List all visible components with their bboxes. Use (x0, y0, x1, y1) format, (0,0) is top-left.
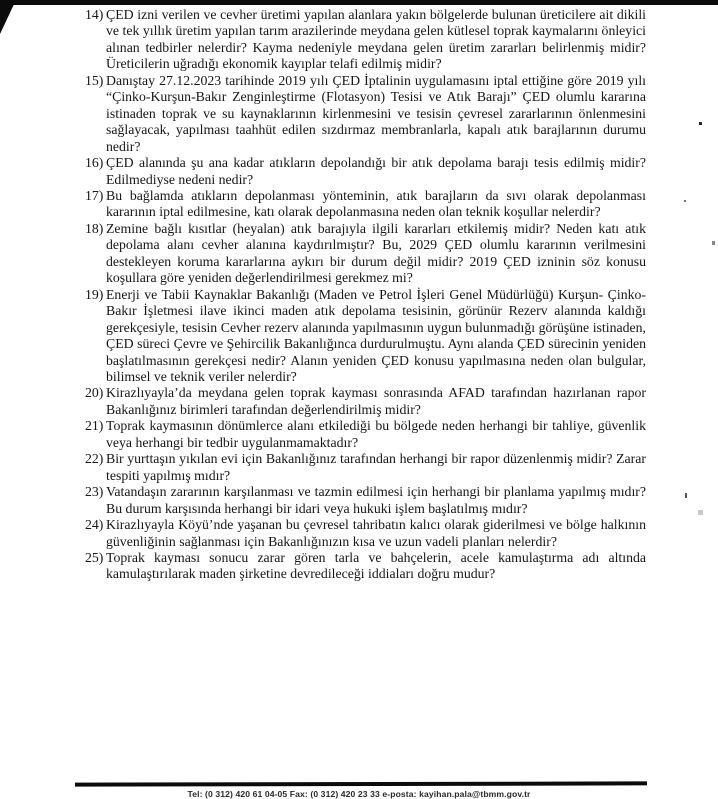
question-item (85, 418, 646, 451)
question-number: 19) (85, 286, 104, 302)
question-item (85, 287, 646, 386)
question-number: 24) (85, 517, 104, 533)
scan-artifact-corner-wedge (0, 0, 16, 34)
question-text: Danıştay 27.12.2023 tarihinde 2019 yılı ÇED İptalinin uygulamasını iptal ettiğine göre 2019 yılı “Çinko-Kurşun-Bakır Zenginleştirme (Flotasyon) Tesisi ve Atık Barajı” ÇED olumlu kararına istinaden toprak ve su kaynaklarının kirlenmesini ve tesisin çevresel zararlarının önlenmesini sağlayacak, yapılması taahhüt edilen sızdırmaz membranlarla, kapalı atık barajlarının durumu nedir? (106, 72, 646, 154)
question-text: Toprak kayması sonucu zarar gören tarla ve bahçelerin, acele kamulaştırma adı altında kamulaştırılarak maden şirketine devredileceği iddiaları doğru mudur? (106, 549, 646, 582)
question-item (85, 484, 646, 517)
question-number: 18) (85, 220, 104, 236)
question-number: 23) (85, 484, 104, 500)
question-item (85, 188, 646, 221)
question-number: 20) (85, 385, 104, 401)
question-number: 15) (85, 72, 104, 88)
question-number: 22) (85, 451, 104, 467)
question-item (85, 385, 646, 418)
scan-speck (684, 200, 686, 202)
scan-speck (699, 122, 702, 125)
footer-rule (75, 781, 647, 786)
scan-speck (712, 241, 715, 245)
question-item (85, 550, 646, 583)
scan-speck (698, 510, 703, 515)
question-number: 16) (85, 155, 104, 171)
question-text: Zemine bağlı kısıtlar (heyalan) atık barajıyla ilgili kararları etkilemiş midir? Neden katı atık depolama alanı cevher alanına kaydırılmıştır? Bu, 2029 ÇED olumlu kararının verilmesini destekleyen koruma kararlarına aykırı bir durum değil midir? 2019 ÇED izninin söz konusu koşullara göre yeniden değerlendirilmesi gerekmez mi? (106, 220, 646, 286)
scan-speck (685, 493, 687, 498)
footer-contact-line: Tel: (0 312) 420 61 04-05 Fax: (0 312) 420 23 33 e-posta: kayihan.pala@tbmm.gov.tr (187, 789, 531, 799)
question-number: 25) (85, 549, 104, 565)
question-text: Vatandaşın zararının karşılanması ve tazmin edilmesi için herhangi bir planlama yapılmış mıdır? Bu durum karşısında herhangi bir idari veya hukuki işlem başlatılmış mıdır? (106, 484, 646, 516)
question-item (85, 221, 646, 287)
question-item (85, 73, 646, 155)
question-text: Bu bağlamda atıkların depolanması yönteminin, atık barajların da sıvı olarak depolanması kararının iptal edilmesine, katı olarak depolanmasına neden olan teknik koşullar nelerdir? (106, 187, 646, 220)
question-text: ÇED izni verilen ve cevher üretimi yapılan alanlara yakın bölgelerde bulunan üreticilere ait dikili ve tek yıllık üretim yapılan tarım arazilerinde meydana gelen kütlesel toprak kaymalarını önleyici alınan tedbirler nelerdir? Kayma nedeniyle meydana gelen üretim zararları belirlenmiş midir? Üreticilerin uğradığı ekonomik kayıplar telafi edilmiş midir? (106, 7, 646, 72)
question-text: Enerji ve Tabii Kaynaklar Bakanlığı (Maden ve Petrol İşleri Genel Müdürlüğü) Kurşun- Çinko-Bakır İşletmesi ilave ikinci maden atık depolama tesisinin, görünür Rezerv alanında kaldığı gerekçesiyle, tesisin Cevher rezerv alanında yapılmasının uygun bulunmadığı görüşüne istinaden, ÇED süreci Çevre ve Şehircilik Bakanlığınca durdurulmuştu. Aynı alanda ÇED sürecinin yeniden başlatılmasının gerekçesi nedir? Alanın yeniden ÇED konusu yapılmasına neden olan bulgular, bilimsel ve teknik veriler nelerdir? (106, 286, 646, 384)
question-number: 14) (85, 7, 104, 22)
scan-artifact-top-bar (0, 0, 718, 5)
question-item (85, 517, 646, 550)
question-item (85, 7, 646, 73)
question-number: 21) (85, 418, 104, 434)
question-number: 17) (85, 187, 104, 203)
question-list (85, 7, 646, 583)
question-item (85, 451, 646, 484)
question-text: Kirazlıyayla Köyü’nde yaşanan bu çevresel tahribatın kalıcı olarak giderilmesi ve bölge halkının güvenliğinin sağlanması için Bakanlığınızın kısa ve uzun vadeli planları nelerdir? (106, 517, 646, 549)
question-text: Bir yurttaşın yıkılan evi için Bakanlığınız tarafından herhangi bir rapor düzenlenmiş midir? Zarar tespiti yapılmış mıdır? (106, 451, 646, 483)
question-text: ÇED alanında şu ana kadar atıkların depolandığı bir atık depolama barajı tesis edilmiş midir? Edilmediyse nedeni nedir? (106, 155, 646, 187)
question-text: Toprak kaymasının dönümlerce alanı etkilediği bu bölgede neden herhangi bir tahliye, güvenlik veya herhangi bir tedbir uygulanmamaktadır? (106, 418, 646, 450)
question-text: Kirazlıyayla’da meydana gelen toprak kayması sonrasında AFAD tarafından hazırlanan rapor Bakanlığınız birimleri tarafından değerlendirilmiş midir? (106, 385, 646, 417)
question-item (85, 155, 646, 188)
